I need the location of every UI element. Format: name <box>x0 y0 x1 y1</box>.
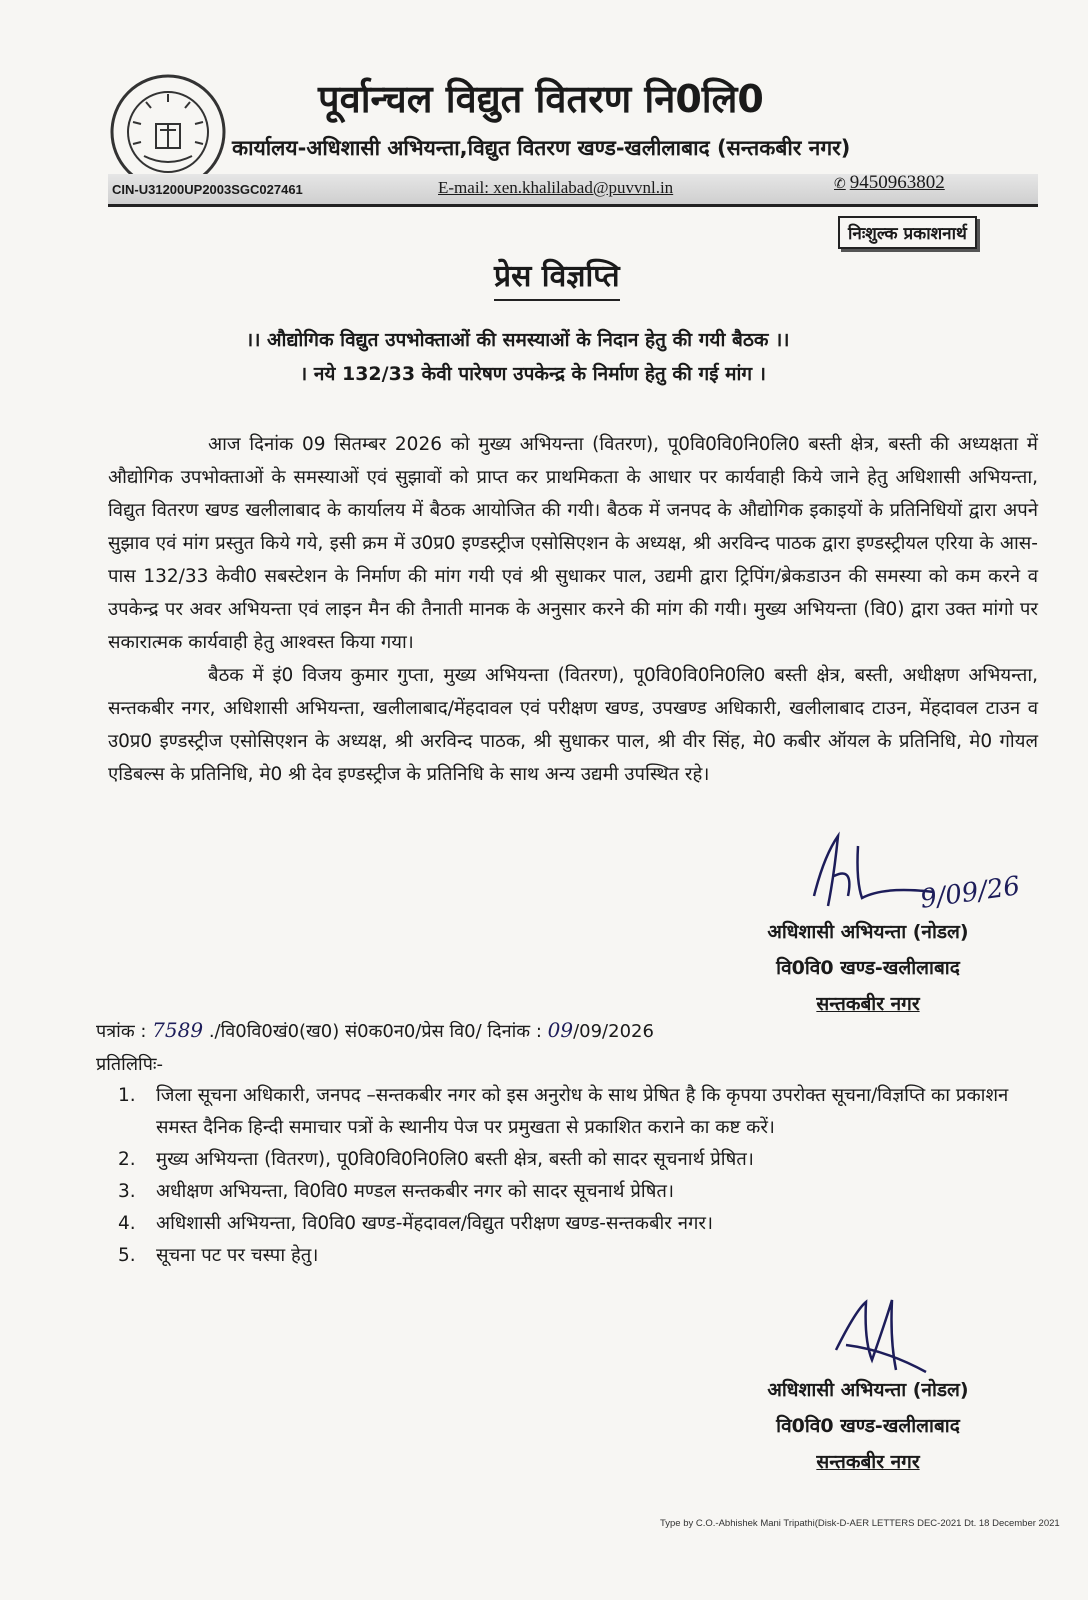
signature-block-1 <box>740 914 996 1022</box>
office-name: कार्यालय-अधिशासी अभियन्ता,विद्युत वितरण खण्ड-खलीलाबाद (सन्तकबीर नगर) <box>232 136 851 160</box>
list-text: जिला सूचना अधिकारी, जनपद –सन्तकबीर नगर को इस अनुरोध के साथ प्रेषित है कि कृपया उपरोक्त सूचना/विज्ञप्ति का प्रकाशन समस्त दैनिक हिन्दी समाचार पत्रों के स्थानीय पेज पर प्रमुखता से प्रकाशित कराने का कष्ट करें। <box>156 1085 1009 1138</box>
list-number: 3. <box>118 1181 136 1202</box>
list-item <box>118 1176 1038 1208</box>
division: वि0वि0 खण्ड-खलीलाबाद <box>776 1415 960 1437</box>
place: सन्तकबीर नगर <box>816 1451 920 1473</box>
list-text: मुख्य अभियन्ता (वितरण), पू0वि0वि0नि0लि0 बस्ती क्षेत्र, बस्ती को सादर सूचनार्थ प्रेषित। <box>156 1149 754 1170</box>
dispatch-label: पत्रांक : <box>96 1021 147 1042</box>
list-item <box>118 1144 1038 1176</box>
body-paragraph-2: बैठक में इं0 विजय कुमार गुप्ता, मुख्य अभियन्ता (वितरण), पू0वि0वि0नि0लि0 बस्ती क्षेत्र, बस्ती, अधीक्षण अभियन्ता, सन्तकबीर नगर, अधिशासी अभियन्ता, खलीलाबाद/मेंहदावल एवं परीक्षण खण्ड, उपखण्ड अधिकारी, खलीलाबाद टाउन, मेंहदावल टाउन व उ0प्र0 इण्डस्ट्रीज एसोसिएशन के अध्यक्ष, श्री अरविन्द पाठक, श्री सुधाकर पाल, श्री वीर सिंह, मे0 कबीर ऑयल के प्रतिनिधि, मे0 गोयल एडिबल्स के प्रतिनिधि, मे0 श्री देव इण्डस्ट्रीज के प्रतिनिधि के साथ अन्य उद्यमी उपस्थित रहे। <box>108 665 1038 785</box>
list-text: सूचना पट पर चस्पा हेतु। <box>156 1245 319 1266</box>
subject-line-1: ।। औद्योगिक विद्युत उपभोक्ताओं की समस्याओं के निदान हेतु की गयी बैठक ।। <box>246 329 790 351</box>
phone-number-wrap <box>834 172 945 194</box>
dispatch-reference: ./वि0वि0खं0(ख0) सं0क0न0/प्रेस वि0/ दिनांक : <box>208 1021 542 1042</box>
body-text <box>108 428 1038 791</box>
typist-footer-note: Type by C.O.-Abhishek Mani Tripathi(Disk-D-AER LETTERS DEC-2021 Dt. 18 December 2021 <box>660 1518 1060 1529</box>
list-number: 1. <box>118 1085 136 1106</box>
designation: अधिशासी अभियन्ता (नोडल) <box>767 921 969 943</box>
signature-block-2 <box>740 1372 996 1480</box>
subject-line-2: । नये 132/33 केवी पारेषण उपकेन्द्र के निर्माण हेतु की गई मांग । <box>300 363 766 385</box>
list-number: 5. <box>118 1245 136 1266</box>
list-item <box>118 1080 1038 1144</box>
division: वि0वि0 खण्ड-खलीलाबाद <box>776 957 960 979</box>
list-number: 2. <box>118 1149 136 1170</box>
email-address: E-mail: xen.khalilabad@puvvnl.in <box>438 178 674 197</box>
place: सन्तकबीर नगर <box>816 993 920 1015</box>
body-paragraph-1: आज दिनांक 09 सितम्बर 2026 को मुख्य अभियन्ता (वितरण), पू0वि0वि0नि0लि0 बस्ती क्षेत्र, बस्ती की अध्यक्षता में औद्योगिक उपभोक्ताओं के समस्याओं एवं सुझावों को प्राप्त कर प्राथमिकता के आधार पर कार्यवाही किये जाने हेतु अधिशासी अभियन्ता, विद्युत वितरण खण्ड खलीलाबाद के कार्यालय में बैठक आयोजित की गयी। बैठक में जनपद के औद्योगिक इकाइयों के प्रतिनिधियों द्वारा अपने सुझाव एवं मांग प्रस्तुत किये गये, इसी क्रम में उ0प्र0 इण्डस्ट्रीज एसोसिएशन के अध्यक्ष, श्री अरविन्द पाठक द्वारा इण्डस्ट्रीयल एरिया के आस-पास 132/33 केवी0 सबस्टेशन के निर्माण की मांग गयी एवं श्री सुधाकर पाल, उद्यमी द्वारा ट्रिपिंग/ब्रेकडाउन की समस्या को कम करने व उपकेन्द्र पर अवर अभियन्ता एवं लाइन मैन की तैनाती मानक के अनुसार करने की मांग की गयी। मुख्य अभियन्ता (वि0) द्वारा उक्त मांगो पर सकारात्मक कार्यवाही हेतु आश्वस्त किया गया। <box>108 434 1039 653</box>
org-title: पूर्वान्चल विद्युत वितरण नि0लि0 <box>318 77 764 121</box>
press-release-title: प्रेस विज्ञप्ति <box>494 254 620 301</box>
copy-list <box>118 1080 1038 1272</box>
dispatch-line <box>96 1018 654 1043</box>
list-number: 4. <box>118 1213 136 1234</box>
list-text: अधीक्षण अभियन्ता, वि0वि0 मण्डल सन्तकबीर नगर को सादर सूचनार्थ प्रेषित। <box>156 1181 674 1202</box>
designation: अधिशासी अभियन्ता (नोडल) <box>767 1379 969 1401</box>
list-item <box>118 1240 1038 1272</box>
phone-number: 9450963802 <box>849 172 945 193</box>
dispatch-day: 09 <box>547 1018 574 1042</box>
free-publication-box: निःशुल्क प्रकाशनार्थ <box>838 216 977 249</box>
dispatch-date: /09/2026 <box>573 1021 654 1042</box>
dispatch-number: 7589 <box>152 1018 204 1042</box>
letterhead-meta-bar <box>108 174 1038 207</box>
list-text: अधिशासी अभियन्ता, वि0वि0 खण्ड-मेंहदावल/विद्युत परीक्षण खण्ड-सन्तकबीर नगर। <box>156 1213 714 1234</box>
copy-label: प्रतिलिपिः- <box>96 1054 164 1075</box>
list-item <box>118 1208 1038 1240</box>
cin-number: CIN-U31200UP2003SGC027461 <box>112 182 303 197</box>
handwritten-signature-2 <box>826 1290 936 1380</box>
handwritten-date: 9/09/26 <box>918 871 1022 915</box>
phone-icon: ✆ <box>834 177 846 192</box>
